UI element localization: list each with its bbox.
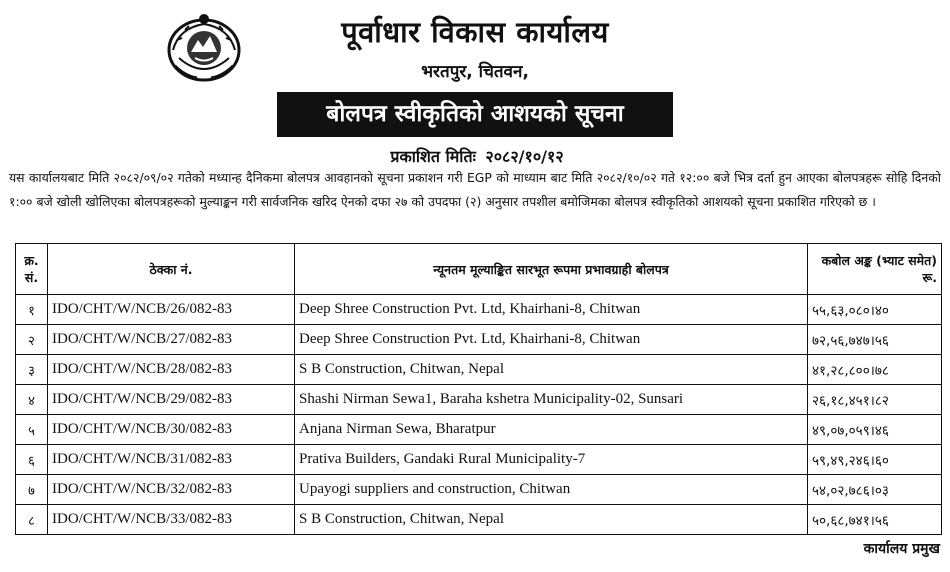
cell-bid-amount: ४१,२८,८००।७८ bbox=[808, 355, 942, 385]
cell-serial: ६ bbox=[16, 445, 48, 475]
table-row bbox=[16, 385, 942, 415]
cell-bid-amount: ५९,४९,२४६।६० bbox=[808, 445, 942, 475]
table-row bbox=[16, 295, 942, 325]
cell-bid-amount: ४९,०७,०५९।४६ bbox=[808, 415, 942, 445]
cell-contract-no: IDO/CHT/W/NCB/30/082-83 bbox=[48, 415, 295, 445]
cell-bidder: Deep Shree Construction Pvt. Ltd, Khairhani-8, Chitwan bbox=[295, 325, 808, 355]
column-header-bid-amount: कबोल अङ्क (भ्याट समेत) रू. bbox=[808, 244, 942, 295]
office-location: भरतपुर, चितवन, bbox=[421, 62, 529, 82]
cell-bid-amount: ५५,६३,०८०।४० bbox=[808, 295, 942, 325]
cell-bid-amount: ५०,६८,७४१।५६ bbox=[808, 505, 942, 535]
table-row bbox=[16, 355, 942, 385]
notice-body: यस कार्यालयबाट मिति २०८२/०९/०२ गतेको मध्यान्ह दैनिकमा बोलपत्र आवहानको सूचना प्रकाशन गरी EGP को माध्याम बाट मिति २०८२/१०/०२ गते १२:०० बजे भित्र दर्ता हुन आएका बोलपत्रहरू सोहि दिनको १:०० बजे खोली खोलिएका बोलपत्रहरूको मुल्याङ्कन गरी सार्वजनिक खरिद ऐनको दफा २७ को उपदफा (२) अनुसार तपशील बमोजिमका बोलपत्र स्वीकृतिको आशयको सूचना प्रकाशित गरिएको छ । bbox=[9, 170, 941, 209]
publication-date-label: प्रकाशित मितिः bbox=[390, 147, 476, 166]
cell-serial: ७ bbox=[16, 475, 48, 505]
table-row bbox=[16, 445, 942, 475]
cell-bid-amount: २६,१८,४५१।८२ bbox=[808, 385, 942, 415]
table-row bbox=[16, 325, 942, 355]
cell-contract-no: IDO/CHT/W/NCB/29/082-83 bbox=[48, 385, 295, 415]
cell-serial: १ bbox=[16, 295, 48, 325]
cell-contract-no: IDO/CHT/W/NCB/31/082-83 bbox=[48, 445, 295, 475]
cell-bidder: Anjana Nirman Sewa, Bharatpur bbox=[295, 415, 808, 445]
cell-contract-no: IDO/CHT/W/NCB/27/082-83 bbox=[48, 325, 295, 355]
cell-bidder: Deep Shree Construction Pvt. Ltd, Khairhani-8, Chitwan bbox=[295, 295, 808, 325]
table-row bbox=[16, 475, 942, 505]
cell-serial: ८ bbox=[16, 505, 48, 535]
table-row bbox=[16, 505, 942, 535]
column-header-bidder: न्यूनतम मूल्याङ्कित सारभूत रूपमा प्रभावग्राही बोलपत्र bbox=[295, 244, 808, 295]
cell-serial: ३ bbox=[16, 355, 48, 385]
cell-serial: ४ bbox=[16, 385, 48, 415]
column-header-serial: क्र. सं. bbox=[16, 244, 48, 295]
cell-bidder: Upayogi suppliers and construction, Chitwan bbox=[295, 475, 808, 505]
cell-bidder: Prativa Builders, Gandaki Rural Municipality-7 bbox=[295, 445, 808, 475]
cell-bid-amount: ५४,०२,७८६।०३ bbox=[808, 475, 942, 505]
publication-date-value: २०८२/१०/१२ bbox=[485, 147, 564, 166]
table-row bbox=[16, 415, 942, 445]
cell-bid-amount: ७२,५६,७४७।५६ bbox=[808, 325, 942, 355]
publication-date bbox=[0, 145, 950, 167]
cell-serial: ५ bbox=[16, 415, 48, 445]
cell-contract-no: IDO/CHT/W/NCB/32/082-83 bbox=[48, 475, 295, 505]
column-header-contract-no: ठेक्का नं. bbox=[48, 244, 295, 295]
cell-bidder: Shashi Nirman Sewa1, Baraha kshetra Municipality-02, Sunsari bbox=[295, 385, 808, 415]
cell-contract-no: IDO/CHT/W/NCB/33/082-83 bbox=[48, 505, 295, 535]
cell-serial: २ bbox=[16, 325, 48, 355]
cell-bidder: S B Construction, Chitwan, Nepal bbox=[295, 505, 808, 535]
office-name: पूर्वाधार विकास कार्यालय bbox=[341, 15, 609, 49]
cell-contract-no: IDO/CHT/W/NCB/26/082-83 bbox=[48, 295, 295, 325]
cell-contract-no: IDO/CHT/W/NCB/28/082-83 bbox=[48, 355, 295, 385]
notice-title: बोलपत्र स्वीकृतिको आशयको सूचना bbox=[277, 92, 673, 137]
signatory: कार्यालय प्रमुख bbox=[863, 541, 940, 557]
cell-bidder: S B Construction, Chitwan, Nepal bbox=[295, 355, 808, 385]
bid-table bbox=[15, 243, 942, 535]
table-header-row bbox=[16, 244, 942, 295]
